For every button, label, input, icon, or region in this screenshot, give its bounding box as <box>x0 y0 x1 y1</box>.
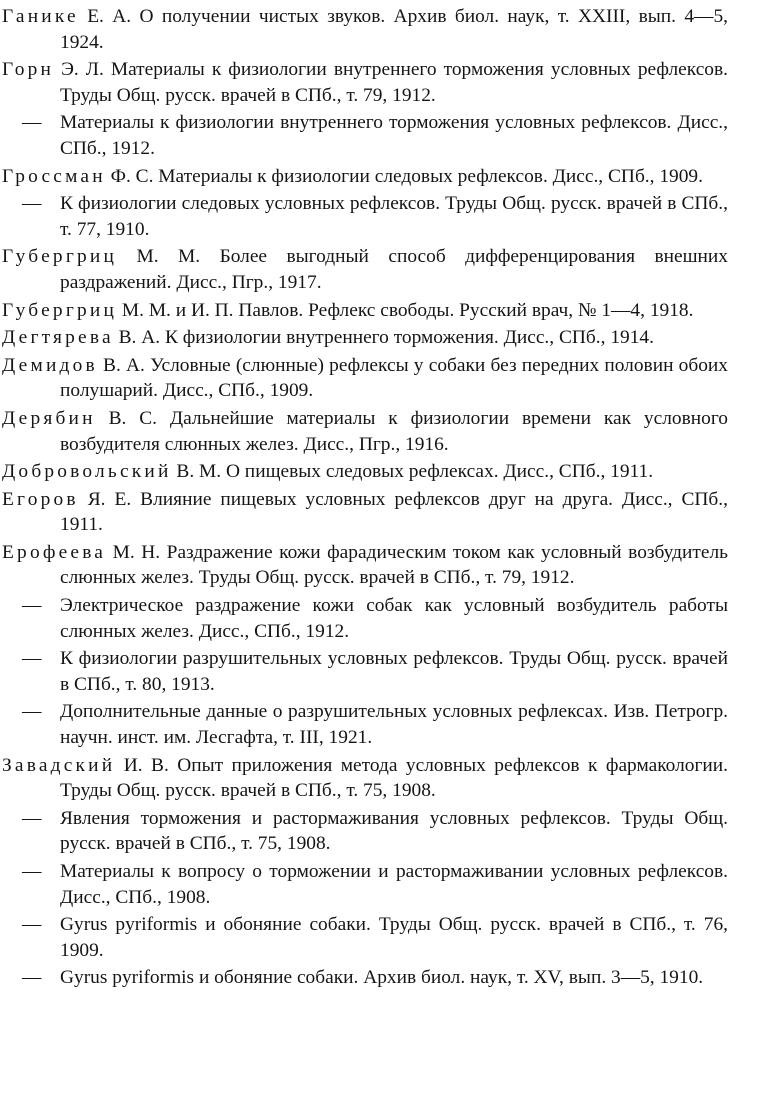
bibliography-subentry <box>0 593 760 644</box>
bibliography-entry <box>0 298 760 324</box>
author-name: Губергриц <box>2 246 118 268</box>
author-name: Губергриц <box>2 299 118 321</box>
bibliography-subentry <box>0 699 760 750</box>
entry-text: К физиологии разрушительных условных рефлексов. Труды Общ. русск. врачей в СПб., т. 80, 1913. <box>60 648 728 695</box>
ditto-dash: — <box>22 861 42 882</box>
bibliography-entry <box>0 459 760 485</box>
bibliography-subentry <box>0 912 760 963</box>
entry-text: К физиологии следовых условных рефлексов. Труды Общ. русск. врачей в СПб., т. 77, 1910. <box>60 193 728 240</box>
entry-text: Явления торможения и растормаживания условных рефлексов. Труды Общ. русск. врачей в СПб., т. 75, 1908. <box>60 807 728 855</box>
bibliography-entry <box>0 164 760 190</box>
author-name: Егоров <box>2 488 79 510</box>
author-name: Дерябин <box>2 407 96 429</box>
bibliography-subentry <box>0 806 760 857</box>
entry-text: Материалы к вопросу о торможении и растормаживании условных рефлексов. Дисс., СПб., 1908. <box>60 861 728 908</box>
entry-text: В. А. К физиологии внутреннего торможения. Дисс., СПб., 1914. <box>113 327 654 349</box>
ditto-dash: — <box>22 112 42 134</box>
entry-text: М. Н. Раздражение кожи фарадическим током как условный возбудитель слюнных желез. Труды Общ. русск. врачей в СПб., т. 79, 1912. <box>60 541 728 589</box>
entry-text: Ф. С. Материалы к физиологии следовых рефлексов. Дисс., СПб., 1909. <box>105 165 703 187</box>
ditto-dash: — <box>22 595 42 617</box>
bibliography-entry <box>0 540 760 591</box>
entry-text: М. М. Более выгодный способ дифференцирования внешних раздражений. Дисс., Пгр., 1917. <box>60 246 728 293</box>
ditto-dash: — <box>22 967 42 989</box>
author-name: Демидов <box>2 354 98 376</box>
author-name: Добровольский <box>2 461 172 483</box>
bibliography-subentry <box>0 191 760 242</box>
ditto-dash: — <box>22 193 42 215</box>
author-name: Ерофеева <box>2 541 107 563</box>
entry-text: Gyrus pyriformis и обоняние собаки. Архив биол. наук, т. XV, вып. 3—5, 1910. <box>60 967 704 989</box>
entry-text: Е. А. О получении чистых звуков. Архив биол. наук, т. XXIII, вып. 4—5, 1924. <box>60 6 728 53</box>
ditto-dash: — <box>22 807 42 829</box>
entry-text: Материалы к физиологии внутреннего торможения условных рефлексов. Дисс., СПб., 1912. <box>60 112 728 159</box>
author-name: Ганике <box>2 6 79 27</box>
bibliography-entry <box>0 244 760 295</box>
entry-text: Gyrus pyriformis и обоняние собаки. Труды Общ. русск. врачей в СПб., т. 76, 1909. <box>60 914 728 961</box>
entry-text: В. А. Условные (слюнные) рефлексы у собаки без передних половин обоих полушарий. Дисс., СПб., 1909. <box>60 354 728 402</box>
bibliography-subentry <box>0 859 760 910</box>
bibliography-entry <box>0 487 760 538</box>
entry-text: Э. Л. Материалы к физиологии внутреннего торможения условных рефлексов. Труды Общ. русск. врачей в СПб., т. 79, 1912. <box>54 59 728 106</box>
author-name: Дегтярева <box>2 327 114 349</box>
entry-text: В. М. О пищевых следовых рефлексах. Дисс., СПб., 1911. <box>171 461 654 483</box>
bibliography-entry <box>0 4 760 55</box>
ditto-dash: — <box>22 701 42 723</box>
entry-text: Дополнительные данные о разрушительных условных рефлексах. Изв. Петрогр. научн. инст. им. Лесгафта, т. III, 1921. <box>60 701 728 749</box>
bibliography-page <box>0 4 760 993</box>
author-name: Горн <box>2 59 55 81</box>
bibliography-entry <box>0 57 760 108</box>
ditto-dash: — <box>22 914 42 936</box>
bibliography-entry <box>0 353 760 404</box>
bibliography-entry <box>0 406 760 457</box>
entry-text: В. С. Дальнейшие материалы к физиологии времени как условного возбудителя слюнных желез. Дисс., Пгр., 1916. <box>60 407 728 455</box>
entry-text: Электрическое раздражение кожи собак как условный возбудитель работы слюнных желез. Дисс., СПб., 1912. <box>60 595 728 642</box>
entry-text: Я. Е. Влияние пищевых условных рефлексов друг на друга. Дисс., СПб., 1911. <box>60 488 728 536</box>
bibliography-subentry <box>0 965 760 991</box>
bibliography-subentry <box>0 646 760 697</box>
entry-text: И. В. Опыт приложения метода условных рефлексов к фармакологии. Труды Общ. русск. врачей в СПб., т. 75, 1908. <box>60 754 728 802</box>
entry-text: М. М. и И. П. Павлов. Рефлекс свободы. Русский врач, № 1—4, 1918. <box>117 299 694 321</box>
author-name: Завадский <box>2 754 116 776</box>
ditto-dash: — <box>22 648 42 670</box>
bibliography-entry <box>0 753 760 804</box>
author-name: Гроссман <box>2 165 106 187</box>
bibliography-entry <box>0 325 760 351</box>
bibliography-subentry <box>0 110 760 161</box>
